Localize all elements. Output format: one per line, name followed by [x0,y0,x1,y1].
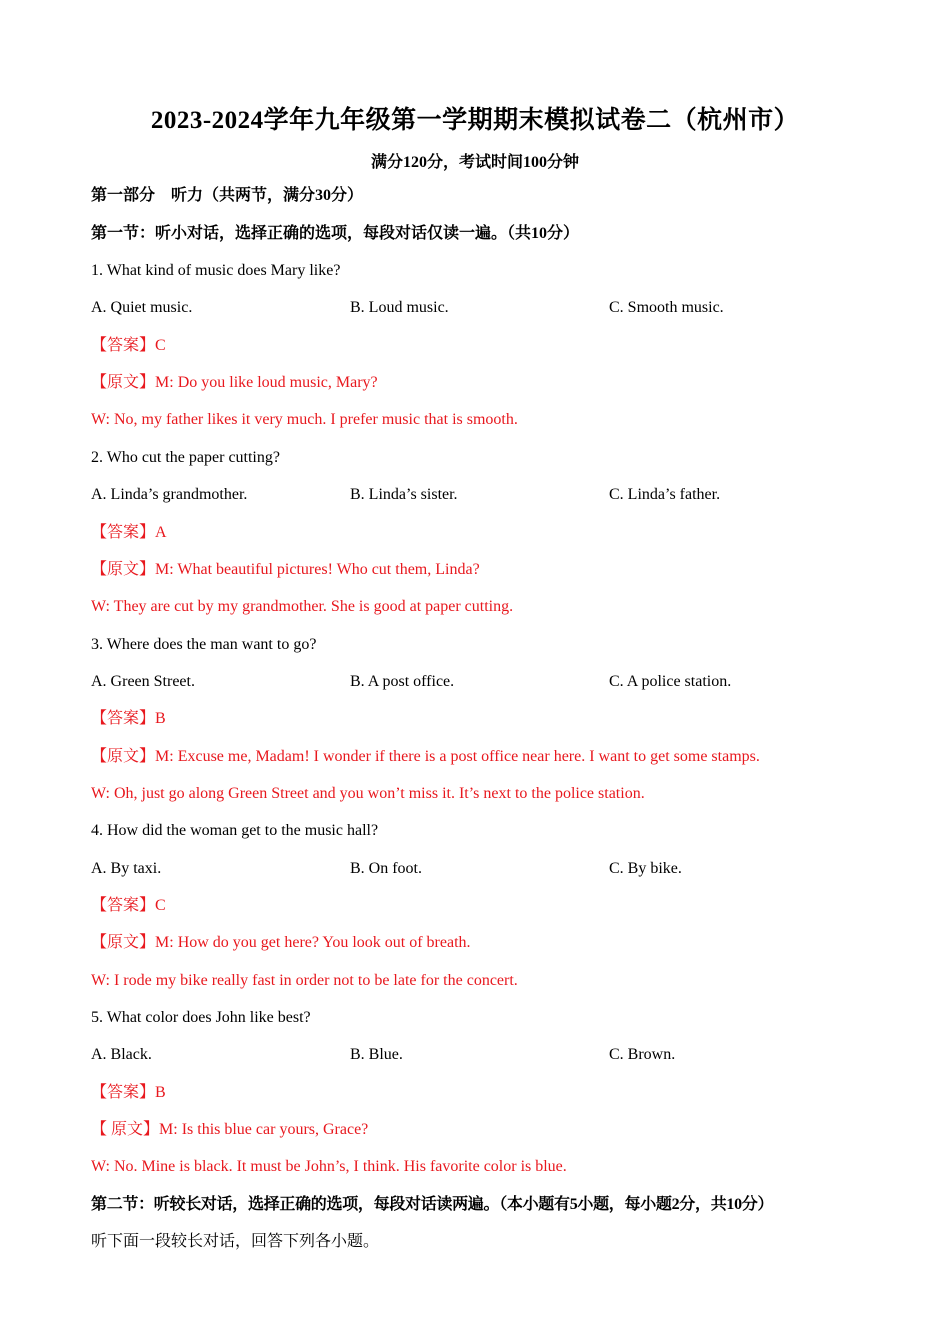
option-b: B. Loud music. [350,299,449,316]
question-stem: 5. What color does John like best? [91,1009,311,1026]
script-m-line [91,747,760,767]
option-b: B. Linda’s sister. [350,486,458,503]
script-m: M: How do you get here? You look out of breath. [155,934,471,951]
script-m-line [91,560,480,580]
answer-line: 【答案】C [91,337,166,354]
question-stem: 2. Who cut the paper cutting? [91,449,280,466]
option-a: A. Black. [91,1046,152,1063]
exam-info: 满分120分，考试时间100分钟 [370,154,579,171]
script-w-line: W: No, my father likes it very much. I prefer music that is smooth. [91,411,518,428]
script-m: M: Excuse me, Madam! I wonder if there is a post office near here. I want to get some stamps. [155,748,760,765]
script-label: 【原文】 [91,934,156,951]
script-m: M: Do you like loud music, Mary? [155,374,378,391]
option-a: A. By taxi. [91,860,162,877]
option-c: C. By bike. [609,860,682,877]
answer-line: 【答案】C [91,897,166,914]
section-heading: 第二节：听较长对话，选择正确的选项，每段对话读两遍。（本小题有5小题，每小题2分，共10分） [91,1196,774,1213]
option-b: B. Blue. [350,1046,403,1063]
question-stem: 3. Where does the man want to go? [91,636,317,653]
question-stem: 4. How did the woman get to the music hall? [91,822,379,839]
script-m: M: What beautiful pictures! Who cut them, Linda? [155,561,480,578]
instruction-text: 听下面一段较长对话，回答下列各小题。 [91,1233,380,1250]
script-w-line: W: Oh, just go along Green Street and you won’t miss it. It’s next to the police station. [91,785,645,802]
answer-line: 【答案】A [91,524,167,541]
script-label: 【 原文】 [91,1121,160,1138]
option-c: C. A police station. [609,673,732,690]
script-m-line [91,373,378,393]
script-w-line: W: No. Mine is black. It must be John’s, I think. His favorite color is blue. [91,1158,567,1175]
option-c: C. Linda’s father. [609,486,721,503]
part-heading: 第一部分 听力（共两节，满分30分） [91,187,364,204]
option-a: A. Green Street. [91,673,195,690]
script-m-line [91,933,471,953]
answer-line: 【答案】B [91,1084,166,1101]
question-stem: 1. What kind of music does Mary like? [91,262,341,279]
script-label: 【原文】 [91,561,156,578]
option-a: A. Linda’s grandmother. [91,486,248,503]
script-label: 【原文】 [91,374,156,391]
script-m: M: Is this blue car yours, Grace? [159,1121,369,1138]
option-c: C. Smooth music. [609,299,724,316]
page-title: 2023-2024学年九年级第一学期期末模拟试卷二（杭州市） [150,107,800,134]
section-heading: 第一节：听小对话，选择正确的选项，每段对话仅读一遍。（共10分） [91,225,580,242]
option-a: A. Quiet music. [91,299,193,316]
script-m-line [91,1120,368,1140]
script-w-line: W: I rode my bike really fast in order not to be late for the concert. [91,972,518,989]
answer-line: 【答案】B [91,710,166,727]
script-w-line: W: They are cut by my grandmother. She is good at paper cutting. [91,598,514,615]
option-c: C. Brown. [609,1046,676,1063]
option-b: B. A post office. [350,673,455,690]
option-b: B. On foot. [350,860,422,877]
script-label: 【原文】 [91,748,156,765]
